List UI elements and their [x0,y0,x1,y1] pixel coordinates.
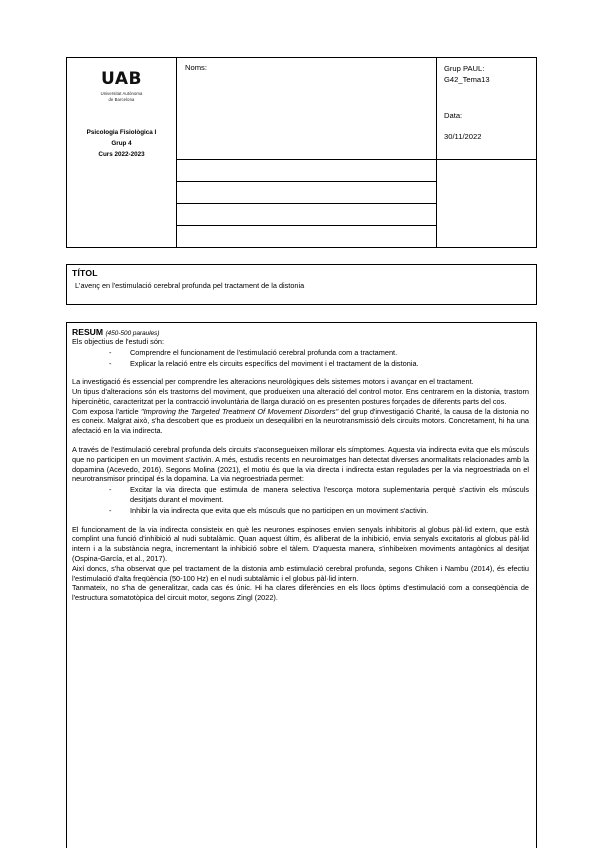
abstract-paragraph-7: Tanmateix, no s'ha de generalitzar, cada cas és únic. Hi ha clares diferències en els llocs òptims d'estimulació com a conseqüència de l'estructura somatotòpica del circuit motor, segons Zingl (2022). [72,583,529,603]
objectives-intro: Els objectius de l'estudi són: [72,337,165,346]
pathway-list [72,485,529,515]
abstract-paragraph-4: A través de l'estimulació cerebral profunda dels circuits s'aconsegueixen millorar els símptomes. Aquesta via indirecta evita que els músculs que no participen en un moviment s'activin. A més, estudis recents en neuroimatges han detectat diverses anormalitats relacionades amb la dopamina (Acevedo, 2016). Segons Molina (2021), el motiu és que la via directa i indirecta estan regulades per la via negroestriada on el neurotransmisor principal és la dopamina. La via negroestriada permet: [72,445,529,484]
group-value: G42_Tema13 [444,75,490,84]
course-info [67,127,176,160]
abstract-paragraph-5: El funcionament de la via indirecta consisteix en què les neurones espinoses envien senyals inhibitoris al globus pàl·lid extern, que està complint una funció d'inhibició al nudi subtalàmic. Quan aquest últim, és alliberat de la inhibició, envia senyals excitatoris al globus pàl·lid intern i a la substància negra, incrementant la inhibició sobre el tàlem. D'aquesta manera, s'inhibeixen moviments antagònics al desitjat (Ospina-García, et al., 2017). [72,524,529,563]
objective-text: Comprendre el funcionament de l'estimulació cerebral profunda com a tractament. [130,347,398,357]
dash-bullet-icon: - [109,358,112,368]
course-group: Grup 4 [111,140,132,148]
uab-logo-subtitle-line1: Universitat Autònoma [100,91,143,96]
abstract-paragraph-1: La investigació és essencial per comprendre les alteracions neurològiques dels sistemes motors i avançar en el tractament. [72,377,474,387]
paragraph-3-post: del grup d'investigació Charité, la causa de la distonia no es coneix. Malgrat això, s'ha descobert que es produeix un desequilibri en la neurotransmissió dels circuits motors. Concretament, hi ha una afectació en la via indirecta. [72,406,529,436]
uab-logo-wordmark: UAB [101,69,142,89]
group-date-cell [437,58,536,160]
abstract-paragraph-2: Un tipus d'alteracions són els trastorns del moviment, que produeixen una alteració del control motor. Ens centrarem en la distonia, trastorn hipercinètic, caracteritzat per la contracció involuntària de llarga duració on es presenten postures forçades de diferents parts del cos. [72,387,529,406]
course-year: Curs 2022-2023 [98,151,145,159]
title-text: L'avenç en l'estimulació cerebral profunda pel tractament de la distonia [75,281,305,290]
names-label: Noms: [185,63,207,72]
abstract-box [66,322,537,848]
list-item [72,359,529,369]
date-value: 30/11/2022 [444,132,482,141]
abstract-paragraph-3 [72,407,529,436]
uab-logo-subtitle-line2: de Barcelona [108,96,135,102]
names-blank-row-3[interactable] [177,204,436,226]
header-table [66,57,537,248]
pathway-text: Inhibir la via indirecta que evita que els músculs que no participen en un moviment s'activin. [130,505,429,515]
names-blank-row-2[interactable] [177,182,436,204]
header-meta-column [437,58,536,247]
article-title-citation: "Improving the Targeted Treatment Of Movement Disorders" [141,406,339,416]
names-blank-row-1[interactable] [177,160,436,182]
objectives-list [72,348,529,369]
names-blank-row-4[interactable] [177,226,436,247]
header-names-column [177,58,437,247]
uab-logo [67,71,176,102]
abstract-heading-label: RESUM [72,327,104,337]
header-institution-cell [67,58,177,247]
list-item [72,485,529,505]
date-label: Data: [444,111,463,120]
course-name: Psicologia Fisiològica I [86,129,157,137]
objective-text: Explicar la relació entre els circuits específics del moviment i el tractament de la distonia. [130,358,419,368]
abstract-paragraph-6: Així doncs, s'ha observat que pel tractament de la distonia amb estimulació cerebral profunda, segons Chiken i Nambu (2014), és efectiu l'estimulació d'alta freqüència (50-100 Hz) en el nudi subtalàmic i el globus pàl·lid intern. [72,563,529,583]
dash-bullet-icon: - [109,485,112,495]
uab-logo-subtitle [67,91,176,102]
dash-bullet-icon: - [109,505,112,515]
meta-blank-cell[interactable] [437,160,536,247]
abstract-heading [72,327,529,337]
group-label: Grup PAUL: [444,64,485,73]
list-item [72,506,529,516]
title-box [66,264,537,305]
title-heading: TÍTOL [72,268,98,278]
dash-bullet-icon: - [109,347,112,357]
names-label-cell [177,58,436,160]
paragraph-3-pre: Com exposa l'article [72,406,142,416]
list-item [72,348,529,358]
pathway-text: Excitar la via directa que estimula de manera selectiva l'escorça motora suplementaria perquè s'activin els músculs desitjats durant el moviment. [130,485,529,505]
abstract-wordcount-note: (450-500 paraules) [105,330,160,337]
